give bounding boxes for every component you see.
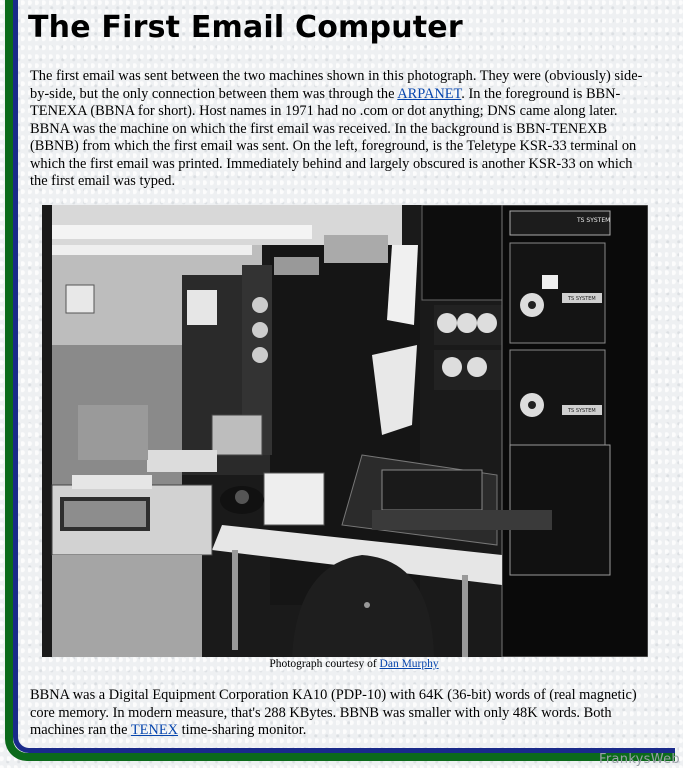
intro-paragraph xyxy=(30,68,648,191)
photograph xyxy=(42,205,648,657)
outro-paragraph xyxy=(30,687,648,740)
caption-text: Photograph courtesy of xyxy=(269,658,380,670)
intro-text-2: . In the foreground is BBN-TENEXA (BBNA for short). Host names in 1971 had no .com or dot anything; DNS came along later. BBNA was the machine on which the first email was received. In the background is BBN-TENEXB (BBNB) from which the first email was sent. On the left, foreground, is the Teletype KSR-33 terminal on which the first email was printed. Immediately behind and largely obscured is another KSR-33 on which the first email was typed. xyxy=(30,85,637,189)
intro-text-1: The first email was sent between the two machines shown in this photograph. They were (obviously) side-by-side, but the only connection between them was through the xyxy=(30,68,643,102)
outro-text-2: time-sharing monitor. xyxy=(178,722,307,738)
photo-caption xyxy=(30,657,678,671)
dan-murphy-link[interactable]: Dan Murphy xyxy=(379,658,439,670)
panel-label-3: TS SYSTEM xyxy=(568,408,596,414)
outro-text-1: BBNA was a Digital Equipment Corporation KA10 (PDP-10) with 64K (36-bit) words of (real magnetic) core memory. In modern measure, that's 288 KBytes. BBNB was smaller with only 48K words. Both machines ran the xyxy=(30,687,637,738)
article-content xyxy=(28,0,648,738)
page-title: The First Email Computer xyxy=(28,10,463,45)
watermark: FrankysWeb xyxy=(599,752,680,767)
arpanet-link[interactable]: ARPANET xyxy=(397,85,462,102)
panel-label-1: TS SYSTEM xyxy=(577,217,611,224)
panel-label-2: TS SYSTEM xyxy=(568,296,596,302)
tenex-link[interactable]: TENEX xyxy=(130,722,178,738)
